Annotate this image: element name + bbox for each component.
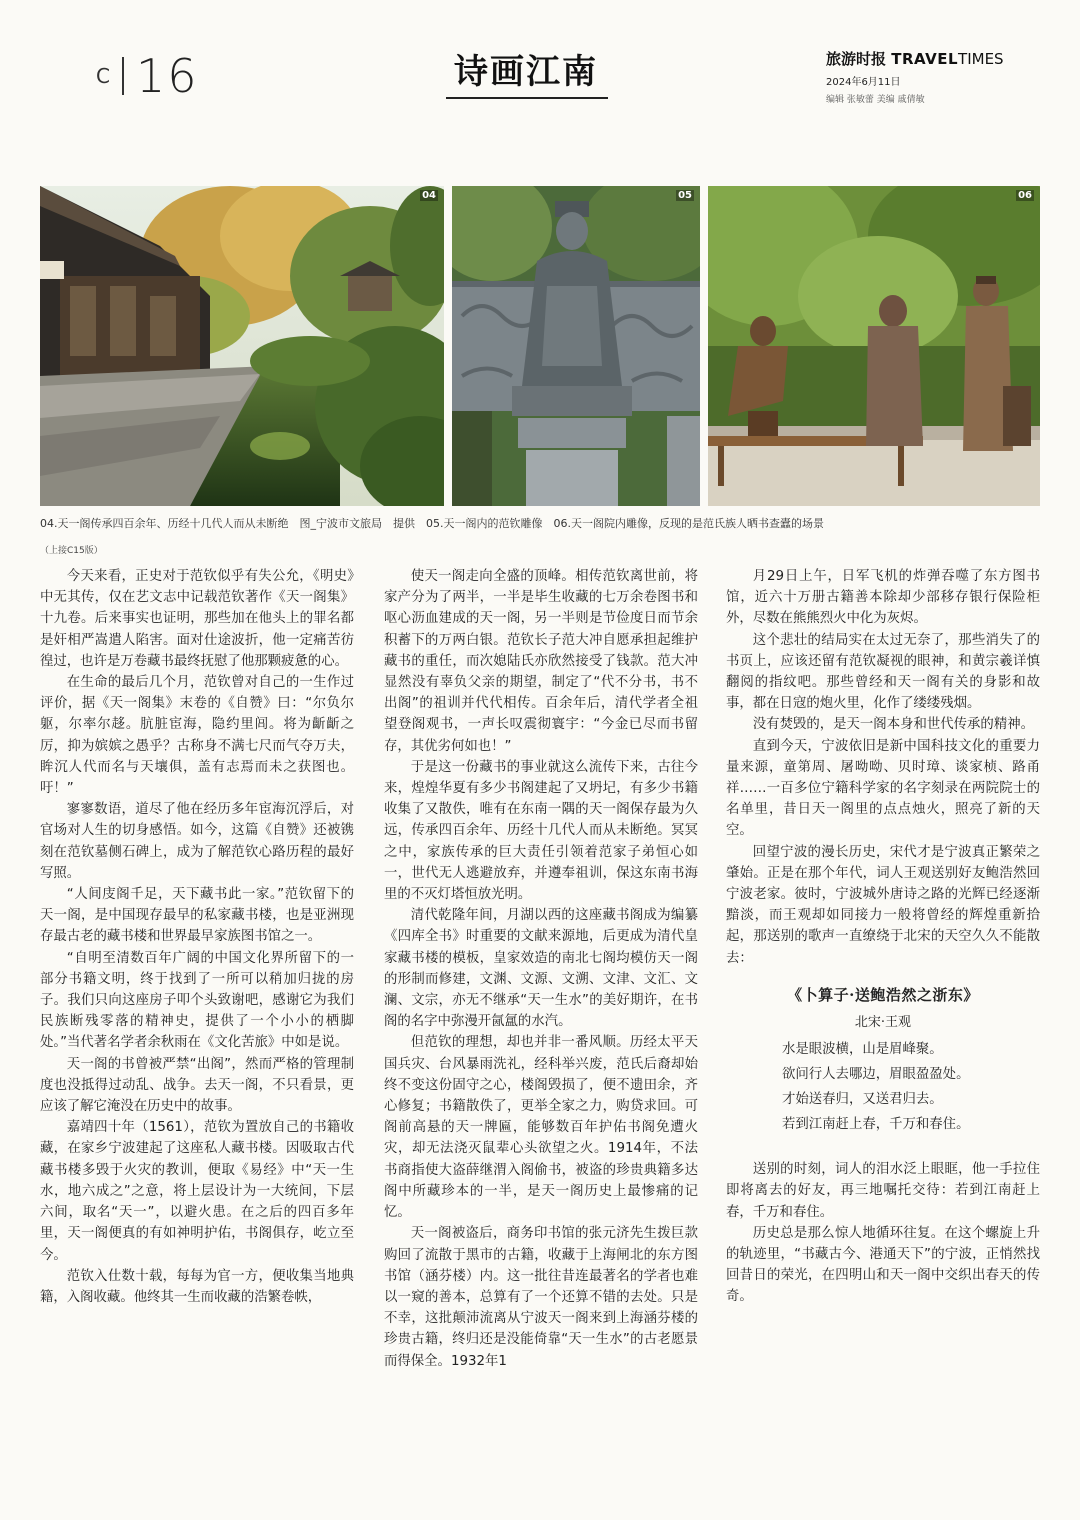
paragraph: “人间庋阁千足，天下藏书此一家。”范钦留下的天一阁，是中国现存最早的私家藏书楼，也是亚洲现存最古老的藏书楼和世界最早家族图书馆之一。 (40, 887, 354, 945)
paragraph: 于是这一份藏书的事业就这么流传下来，古往今来，煌煌华夏有多少书阁建起了又坍圮，有多少书籍收集了又散佚，唯有在东南一隅的天一阁保存最为久远，传承四百余年、历经十几代人而从未断绝。冥冥之中，家族传承的巨大责任引领着范家子弟恒心如一，世代无人逃避放弃，并遵奉祖训，保这东南书海里的不灭灯塔恒放光明。 (384, 759, 698, 903)
paragraph: 历史总是那么惊人地循环往复。在这个螺旋上升的轨迹里，“书藏古今、港通天下”的宁波，正悄然找回昔日的荣光，在四明山和天一阁中交织出春天的传奇。 (726, 1225, 1040, 1305)
paragraph: 回望宁波的漫长历史，宋代才是宁波真正繁荣之肇始。正是在那个年代，词人王观送别好友鲍浩然回宁波老家。彼时，宁波城外唐诗之路的光辉已经逐渐黯淡，而王观却如同接力一般将曾经的辉煌重新拾起，那送别的歌声一直缭绕于北宋的天空久久不能散去： (726, 844, 1040, 966)
paragraph: “自明至清数百年广阔的中国文化界所留下的一部分书籍文明，终于找到了一所可以稍加归拢的房子。我们只向这座房子叩个头致谢吧，感谢它为我们民族断残零落的精神史，提供了一个小小的栖脚处。”当代著名学者余秋雨在《文化苦旅》中如是说。 (40, 950, 354, 1051)
spacer (726, 1137, 1040, 1159)
photo-book-airing-sculptures (708, 186, 1040, 506)
paragraph: 直到今天，宁波依旧是新中国科技文化的重要力量来源，童第周、屠呦呦、贝时璋、谈家桢、路甬祥……一百多位宁籍科学家的名字刻录在两院院士的名单里，昔日天一阁里的点点烛火，照亮了新的天空。 (726, 738, 1040, 839)
paragraph: 送别的时刻，词人的泪水泛上眼眶，他一手拉住即将离去的好友，再三地嘱托交待：若到江南赶上春，千万和春住。 (726, 1162, 1040, 1220)
paragraph: 这个悲壮的结局实在太过无奈了，那些消失了的书页上，应该还留有范钦凝视的眼神，和黄宗羲详慎翻阅的指纹吧。那些曾经和天一阁有关的身影和故事，都在日寇的炮火里，化作了缕缕残烟。 (726, 632, 1040, 712)
poem-author: 北宋·王观 (854, 1015, 912, 1031)
title-underline (446, 97, 608, 99)
masthead (826, 48, 1026, 105)
editors-credit: 编辑 张敏蕾 美编 戚倩敏 (826, 95, 925, 105)
section-letter: C (96, 64, 120, 88)
photo-number: 04 (422, 190, 436, 201)
photo-number: 05 (678, 190, 692, 201)
photo-fan-qin-statue (452, 186, 700, 506)
brand-logo (826, 48, 1026, 69)
article-column-1 (40, 566, 354, 1308)
issue-date: 2024年6月11日 (826, 77, 901, 88)
poem-line: 才始送春归，又送君归去。 (782, 1092, 943, 1108)
paragraph: 在生命的最后几个月，范钦曾对自己的一生作过评价，据《天一阁集》末卷的《自赞》曰：“尔负尔躯，尔率尔趍。肮脏宦海，隐约里闾。将为齗齗之厉，抑为嫔嫔之愚乎？古称身不满七尺而气夺万夫，眸沉人代而名与天壤俱，盖有志焉而未之获图也。吁！” (40, 675, 354, 797)
section-title: 诗画江南 (454, 52, 598, 92)
article-column-2 (384, 566, 698, 1372)
paragraph: 天一阁被盗后，商务印书馆的张元济先生拨巨款购回了流散于黑市的古籍，收藏于上海闸北的东方图书馆（涵芬楼）内。这一批往昔连最著名的学者也难以一窥的善本，总算有了一个还算不错的去处。只是不幸，这批颠沛流离从宁波天一阁来到上海涵芬楼的珍贵古籍，终归还是没能倚靠“天一生水”的古老愿景而得保全。1932年1 (384, 1226, 698, 1369)
photo-number: 06 (1018, 190, 1032, 201)
paragraph: 清代乾隆年间，月湖以西的这座藏书阁成为编纂《四库全书》时重要的文献来源地，后更成为清代皇家藏书楼的模板，皇家效造的南北七阁均模仿天一阁的形制而修建，文渊、文源、文溯、文津、文汇、文澜、文宗，亦无不继承“天一生水”的美好期许，在书阁的名字中弥漫开氤氲的水汽。 (384, 908, 698, 1030)
continued-note: （上接C15版） (40, 546, 103, 556)
paragraph: 嘉靖四十年（1561），范钦为置放自己的书籍收藏，在家乡宁波建起了这座私人藏书楼。因吸取古代藏书楼多毁于火灾的教训，便取《易经》中“天一生水，地六成之”之意，将上层设计为一大统间，下层六间，取名“天一”，以避火患。在之后的四百多年里，天一阁便真的有如神明护佑，书阁俱存，屹立至今。 (40, 1120, 354, 1263)
poem-title: 《卜算子·送鲍浩然之浙东》 (787, 985, 979, 1004)
photo-tianyi-pavilion-garden (40, 186, 444, 506)
paragraph: 天一阁的书曾被严禁“出阁”，然而严格的管理制度也没抵得过动乱、战争。去天一阁，不只看景，更应该了解它淹没在历史中的故事。 (40, 1056, 354, 1115)
statue-illustration (452, 186, 700, 506)
paragraph: 但范钦的理想，却也并非一番风顺。历经太平天国兵灾、台风暴雨洗礼，经科举兴废，范氏后裔却始终不变这份固守之心，楼阁毁损了，便不遗田余，齐心修复；书籍散佚了，更举全家之力，购贷求回。可阁前高悬的天一牌匾，能够数百年护佑书阁免遭火灾，却无法浇灭鼠辈心头欲望之火。1914年，不法书商指使大盗薛继渭入阁偷书，被盗的珍贵典籍多达阁中所藏珍本的一半，是天一阁历史上最惨痛的记忆。 (384, 1035, 698, 1221)
photo-caption: 04.天一阁传承四百余年、历经十几代人而从未断绝 图_宁波市文旅局 提供 05.天一阁内的范钦雕像 06.天一阁院内雕像，反现的是范氏族人晒书查蠹的场景 (40, 517, 824, 530)
article-column-3 (726, 566, 1040, 1308)
sculpture-group-illustration (708, 186, 1040, 506)
paragraph: 今天来看，正史对于范钦似乎有失公允，《明史》中无其传，仅在艺文志中记载范钦著作《天一阁集》十九卷。后来事实也证明，那些加在他头上的罪名都是奸相严嵩遣人陷害。面对仕途波折，他一定痛苦彷徨过，也许是万卷藏书最终抚慰了他那颗疲惫的心。 (40, 569, 354, 669)
divider (122, 57, 124, 95)
poem-line: 若到江南赶上春，千万和春住。 (782, 1117, 970, 1133)
garden-illustration (40, 186, 444, 506)
paragraph: 使天一阁走向全盛的顶峰。相传范钦离世前，将家产分为了两半，一半是毕生收藏的七万余卷图书和呕心沥血建成的天一阁，另一半则是节俭度日而节余积蓄下的万两白银。范钦长子范大冲自愿承担起维护藏书的重任，而次媳陆氏亦欣然接受了钱款。范大冲显然没有辜负父亲的期望，制定了“代不分书，书不出阁”的祖训并代代相传。百余年后，清代学者全祖望登阁观书，一声长叹震彻寰宇：“今金已尽而书留存，其优劣何如也！” (384, 569, 698, 754)
page-number: 16 (135, 49, 199, 103)
paragraph: 没有焚毁的，是天一阁本身和世代传承的精神。 (752, 717, 1034, 733)
poem-line: 欲问行人去哪边，眉眼盈盈处。 (782, 1067, 970, 1083)
brand-en: TRAVEL (891, 50, 959, 68)
page-indicator (96, 48, 199, 104)
paragraph: 范钦入仕数十载，每每为官一方，便收集当地典籍，入阁收藏。他终其一生而收藏的浩繁卷帙， (40, 1268, 354, 1305)
brand-cn: 旅游时报 (826, 50, 887, 68)
paragraph: 寥寥数语，道尽了他在经历多年宦海沉浮后，对官场对人生的切身感悟。如今，这篇《自赞》还被镌刻在范钦墓侧石碑上，成为了解范钦心路历程的最好写照。 (40, 802, 354, 881)
poem-line: 水是眼波横，山是眉峰聚。 (782, 1042, 943, 1058)
brand-en2: TIMES (958, 50, 1004, 68)
paragraph: 月29日上午，日军飞机的炸弹吞噬了东方图书馆，近六十万册古籍善本除却少部移存银行保险柜外，尽数在熊熊烈火中化为灰烬。 (726, 569, 1040, 627)
